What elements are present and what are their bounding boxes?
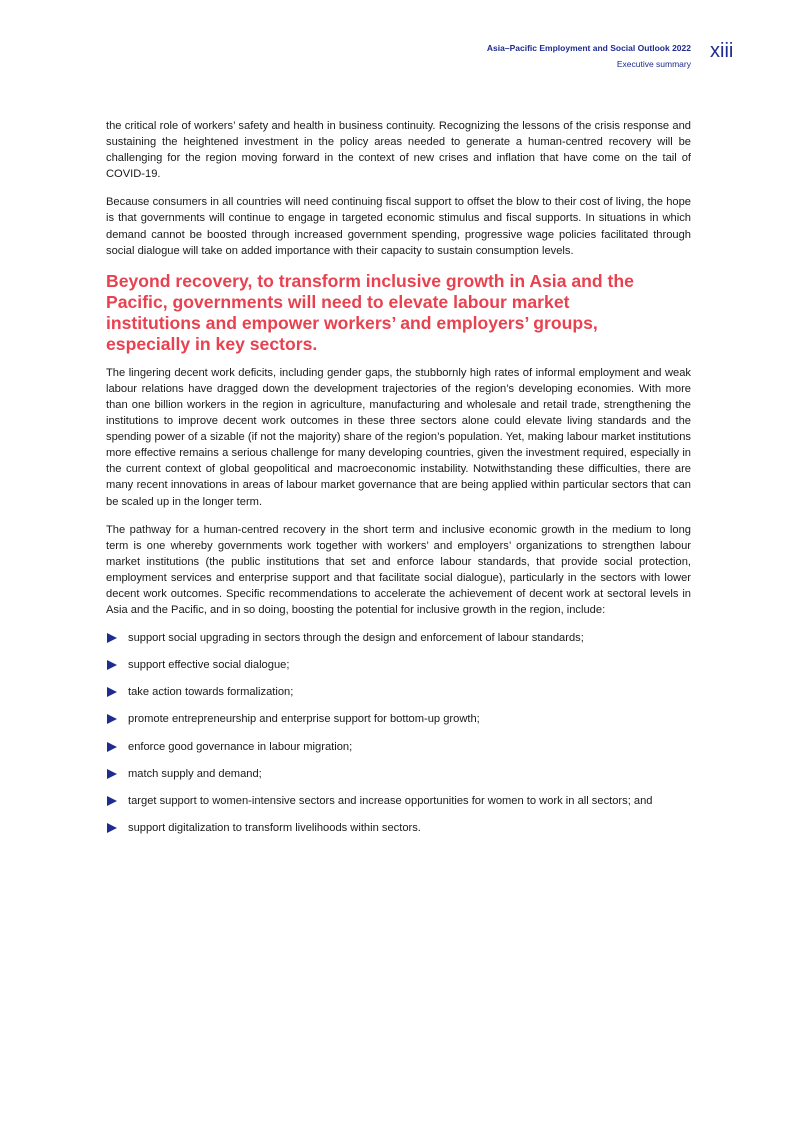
section-headline: Beyond recovery, to transform inclusive growth in Asia and the Pacific, governments will need to elevate labour market institutions and empower workers’ and employers’ groups, especially in key sectors. xyxy=(106,270,634,354)
list-item-text: support digitalization to transform livelihoods within sectors. xyxy=(128,821,421,834)
list-item xyxy=(106,711,691,727)
triangle-bullet-icon xyxy=(107,796,117,806)
list-item xyxy=(106,657,691,673)
intro-paragraph-1: the critical role of workers’ safety and health in business continuity. Recognizing the lessons of the crisis response and sustaining the heightened investment in the policy areas needed to generate a human-centred recovery will be challenging for the region moving forward in the context of new crises and inflation that have come on the tail of COVID-19. xyxy=(106,120,691,181)
triangle-bullet-icon xyxy=(107,633,117,643)
section-name: Executive summary xyxy=(616,59,691,69)
main-paragraph-1: The lingering decent work deficits, including gender gaps, the stubbornly high rates of informal employment and weak labour relations have dragged down the development trajectories of the region’s developing economies. With more than one billion workers in the region in agriculture, manufacturing and wholesale and retail trade, strengthening the institutions to improve decent work outcomes in these three sectors alone could elevate living standards and the spending power of a sizable (if not the majority) share of the region’s population. Yet, making labour market institutions more effective remains a serious challenge for many developing countries, given the investment required, especially in the current context of global geopolitical and macroeconomic instability. Notwithstanding these difficulties, there are many recent innovations in areas of labour market governance that are being applied within particular sectors that can be scaled up in the longer term. xyxy=(106,366,691,508)
list-item-text: enforce good governance in labour migration; xyxy=(128,740,353,753)
list-item-text: promote entrepreneurship and enterprise support for bottom-up growth; xyxy=(128,713,480,726)
page-number: xiii xyxy=(710,40,734,62)
running-header xyxy=(487,42,691,71)
list-item-text: target support to women-intensive sectors and increase opportunities for women to work in all sectors; and xyxy=(128,794,653,807)
publication-title: Asia–Pacific Employment and Social Outlook 2022 xyxy=(486,43,691,53)
triangle-bullet-icon xyxy=(107,769,117,779)
triangle-bullet-icon xyxy=(107,742,117,752)
triangle-bullet-icon xyxy=(107,660,117,670)
intro-paragraph-2: Because consumers in all countries will need continuing fiscal support to offset the blow to their cost of living, the hope is that governments will continue to engage in targeted economic stimulus and fiscal supports. In situations in which demand cannot be boosted through increased government spending, progressive wage policies facilitated through social dialogue will take on added importance with their capacity to sustain consumption levels. xyxy=(106,196,691,257)
triangle-bullet-icon xyxy=(107,823,117,833)
list-item-text: support social upgrading in sectors through the design and enforcement of labour standards; xyxy=(128,632,584,645)
list-item xyxy=(106,820,691,836)
recommendations-list xyxy=(106,630,691,836)
list-item-text: support effective social dialogue; xyxy=(128,659,290,672)
triangle-bullet-icon xyxy=(107,687,117,697)
list-item xyxy=(106,630,691,646)
list-item xyxy=(106,684,691,700)
list-item-text: take action towards formalization; xyxy=(128,686,294,699)
list-item xyxy=(106,793,691,809)
list-item xyxy=(106,766,691,782)
page-content xyxy=(106,118,691,847)
triangle-bullet-icon xyxy=(107,714,117,724)
main-paragraph-2: The pathway for a human-centred recovery in the short term and inclusive economic growth in the medium to long term is one whereby governments work together with workers’ and employers’ organizations to strengthen labour market institutions (the public institutions that set and enforce labour standards, that provide social protection, employment services and enterprise support and that facilitate social dialogue), particularly in the sectors with lower decent work outcomes. Specific recommendations to accelerate the achievement of decent work at sectoral levels in Asia and the Pacific, and in so doing, boosting the potential for inclusive growth in the region, include: xyxy=(106,523,691,617)
list-item xyxy=(106,739,691,755)
list-item-text: match supply and demand; xyxy=(128,767,262,780)
